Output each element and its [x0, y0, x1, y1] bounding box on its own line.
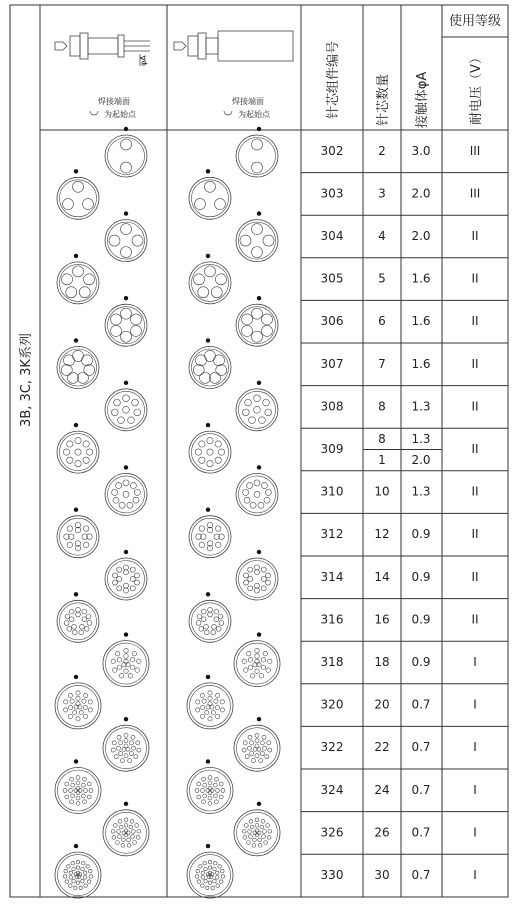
connector-side-drawing: [55, 33, 150, 66]
start-point-dot: [74, 254, 78, 258]
table-row: [301, 272, 508, 301]
contact-dia-cell: 0.9: [411, 655, 431, 669]
weld-caption-right: 焊接端面: [232, 97, 264, 106]
start-point-dot: [74, 338, 78, 342]
pin-layout-face-icon: [189, 262, 231, 304]
table-row: [301, 399, 508, 428]
part-number-cell: 309: [320, 442, 344, 456]
part-number-cell: 310: [320, 484, 344, 499]
start-point-dot: [257, 127, 261, 131]
pin-layout-face-icon: [236, 220, 278, 262]
table-row: [301, 698, 508, 727]
pin-layout-face-icon: [187, 683, 233, 729]
pin-layout-face-icon: [234, 641, 280, 687]
pin-layout-face-icon: [236, 473, 278, 515]
weld-caption-left-2: 为起始点: [104, 110, 136, 119]
pin-layout-face-icon: [236, 304, 278, 346]
contact-dia-cell: 0.7: [411, 782, 431, 797]
pin-layout-face-icon: [189, 177, 231, 219]
start-point-dot: [74, 169, 78, 173]
pin-layout-face-icon: [103, 641, 149, 687]
start-point-dot: [206, 423, 210, 427]
start-point-dot: [206, 254, 210, 258]
pin-layout-face-icon: [234, 725, 280, 771]
connector-side-drawing: [174, 31, 293, 61]
pin-layout-face-icon: [105, 558, 147, 600]
part-number-cell: 318: [320, 655, 344, 669]
grade-cell: I: [473, 782, 477, 797]
table-row: [301, 825, 508, 854]
pin-count-cell: 8: [378, 432, 386, 446]
part-number-cell: 306: [320, 314, 344, 329]
part-number-cell: 307: [320, 356, 344, 371]
grade-cell: II: [471, 271, 479, 286]
part-number-cell: 326: [320, 825, 344, 840]
pin-count-cell: 18: [374, 655, 390, 669]
pin-layout-face-icon: [187, 768, 233, 814]
pin-count-cell: 30: [374, 868, 390, 882]
pin-layout-face-icon: [55, 852, 101, 898]
start-point-icon: [224, 111, 232, 115]
contact-dia-cell: 2.0: [411, 186, 431, 201]
part-number-cell: 316: [320, 612, 344, 627]
contact-dia-cell: 0.7: [411, 868, 431, 882]
table-row: [301, 229, 508, 258]
contact-dia-cell: 0.7: [411, 825, 431, 840]
pin-layout-face-icon: [103, 810, 149, 856]
part-number-cell: 324: [320, 782, 344, 797]
pin-count-cell: 24: [374, 782, 390, 797]
start-point-dot: [257, 211, 261, 215]
contact-dia-cell: 2.0: [411, 229, 431, 243]
table-row: [301, 740, 508, 769]
part-number-cell: 302: [320, 143, 344, 158]
table-row: [301, 144, 508, 173]
grade-cell: II: [471, 356, 479, 371]
contact-dia-cell: 3.0: [411, 143, 431, 158]
contact-dia-cell: 1.6: [411, 314, 431, 329]
table-row: [301, 527, 508, 556]
start-point-dot: [257, 717, 261, 721]
pin-layout-face-icon: [189, 347, 231, 389]
start-point-dot: [206, 759, 210, 763]
contact-dia-cell: 0.9: [411, 527, 431, 542]
contact-dia-cell: 1.3: [411, 432, 431, 446]
grade-cell: II: [471, 399, 479, 414]
grade-cell: I: [473, 740, 477, 755]
grade-cell: I: [473, 697, 477, 712]
pin-count-cell: 20: [374, 697, 390, 712]
header-usage-grade: 使用等级: [448, 14, 502, 29]
weld-caption-left: 焊接端面: [98, 97, 130, 106]
contact-dia-cell: 0.9: [411, 569, 431, 584]
start-point-dot: [206, 508, 210, 512]
pin-layout-face-icon: [57, 516, 99, 558]
drawing-mark: φA: [139, 55, 148, 66]
pin-layout-face-icon: [105, 304, 147, 346]
start-point-dot: [257, 802, 261, 806]
contact-dia-cell: 0.9: [411, 612, 431, 627]
start-point-dot: [74, 844, 78, 848]
pin-layout-face-icon: [234, 810, 280, 856]
start-point-dot: [206, 844, 210, 848]
contact-dia-cell: 1.6: [411, 271, 431, 286]
pin-count-cell: 22: [374, 740, 390, 755]
pin-layout-face-icon: [189, 516, 231, 558]
pin-count-cell: 2: [378, 143, 386, 158]
header-part-number: 针芯组件编号: [326, 40, 341, 120]
grade-cell: I: [473, 868, 477, 882]
start-point-dot: [74, 759, 78, 763]
pin-layout-face-icon: [236, 389, 278, 431]
contact-dia-cell: 0.7: [411, 740, 431, 755]
start-point-dot: [124, 465, 128, 469]
start-point-dot: [124, 127, 128, 131]
part-number-cell: 304: [320, 229, 344, 243]
table-row: [301, 432, 508, 471]
start-point-dot: [124, 802, 128, 806]
part-number-cell: 322: [320, 740, 344, 755]
table-row: [301, 186, 508, 215]
start-point-dot: [124, 296, 128, 300]
start-point-dot: [206, 592, 210, 596]
pin-layout-face-icon: [105, 473, 147, 515]
grade-cell: I: [473, 655, 477, 669]
contact-dia-cell: 2.0: [411, 453, 431, 467]
start-point-dot: [206, 675, 210, 679]
start-point-dot: [74, 508, 78, 512]
start-point-dot: [257, 550, 261, 554]
part-number-cell: 320: [320, 697, 344, 712]
pin-layout-face-icon: [187, 852, 233, 898]
header-contact-dia: 接触体φA: [415, 71, 430, 129]
pin-layout-face-icon: [55, 768, 101, 814]
pin-layout-face-icon: [236, 135, 278, 177]
part-number-cell: 305: [320, 271, 344, 286]
pin-layout-face-icon: [55, 683, 101, 729]
start-point-dot: [74, 592, 78, 596]
pin-count-cell: 3: [378, 186, 386, 201]
pin-count-cell: 10: [374, 484, 390, 499]
table-row: [301, 612, 508, 641]
pin-count-cell: 1: [378, 453, 386, 467]
pin-count-cell: 14: [374, 569, 390, 584]
pin-layout-face-icon: [57, 347, 99, 389]
grade-cell: III: [469, 186, 481, 201]
grade-cell: II: [471, 612, 479, 627]
grade-cell: II: [471, 569, 479, 584]
start-point-dot: [124, 717, 128, 721]
grade-cell: II: [471, 314, 479, 329]
start-point-dot: [74, 675, 78, 679]
pin-layout-face-icon: [103, 725, 149, 771]
pin-layout-face-icon: [189, 600, 231, 642]
start-point-dot: [124, 550, 128, 554]
pin-layout-face-icon: [236, 558, 278, 600]
start-point-dot: [257, 632, 261, 636]
part-number-cell: 312: [320, 527, 344, 542]
pin-layout-face-icon: [57, 431, 99, 473]
start-point-dot: [124, 381, 128, 385]
start-point-dot: [257, 296, 261, 300]
header-withstand-voltage: 耐电压（V）: [469, 51, 484, 125]
table-row: [301, 783, 508, 812]
part-number-cell: 330: [320, 868, 344, 882]
table-row: [301, 357, 508, 386]
pin-count-cell: 16: [374, 612, 390, 627]
start-point-dot: [124, 211, 128, 215]
table-body: [301, 144, 508, 882]
table-row: [301, 314, 508, 343]
pin-count-cell: 7: [378, 356, 386, 371]
part-number-cell: 314: [320, 569, 344, 584]
start-point-dot: [257, 465, 261, 469]
pin-layout-face-icon: [105, 389, 147, 431]
start-point-dot: [206, 169, 210, 173]
pin-count-cell: 8: [378, 399, 386, 414]
contact-dia-cell: 1.3: [411, 484, 431, 499]
grade-cell: II: [471, 527, 479, 542]
pin-layout-face-icon: [105, 220, 147, 262]
table-row: [301, 570, 508, 599]
pin-layout-face-icon: [57, 600, 99, 642]
pin-layout-face-icon: [105, 135, 147, 177]
weld-caption-right-2: 为起始点: [238, 110, 270, 119]
pin-count-cell: 4: [378, 229, 386, 243]
grade-cell: II: [471, 229, 479, 243]
header-pin-count: 针芯数量: [376, 73, 391, 127]
series-label: 3B, 3C, 3K系列: [19, 333, 34, 427]
pin-count-cell: 6: [378, 314, 386, 329]
start-point-dot: [74, 423, 78, 427]
part-number-cell: 308: [320, 399, 344, 414]
contact-dia-cell: 1.6: [411, 356, 431, 371]
contact-dia-cell: 0.7: [411, 697, 431, 712]
pin-layout-face-icon: [189, 431, 231, 473]
pin-layout-face-icon: [57, 262, 99, 304]
pin-count-cell: 26: [374, 825, 390, 840]
grade-cell: II: [471, 442, 479, 456]
start-point-dot: [206, 338, 210, 342]
pin-count-cell: 5: [378, 271, 386, 286]
start-point-icon: [90, 111, 98, 115]
table-frame: [10, 5, 508, 897]
table-row: [301, 485, 508, 514]
grade-cell: I: [473, 825, 477, 840]
start-point-dot: [124, 632, 128, 636]
table-row: [321, 868, 477, 882]
pin-layout-face-icon: [57, 177, 99, 219]
table-row: [301, 655, 508, 684]
start-point-dot: [257, 381, 261, 385]
grade-cell: III: [469, 143, 481, 158]
contact-dia-cell: 1.3: [411, 399, 431, 414]
part-number-cell: 303: [320, 186, 344, 201]
pin-count-cell: 12: [374, 527, 390, 542]
grade-cell: II: [471, 484, 479, 499]
